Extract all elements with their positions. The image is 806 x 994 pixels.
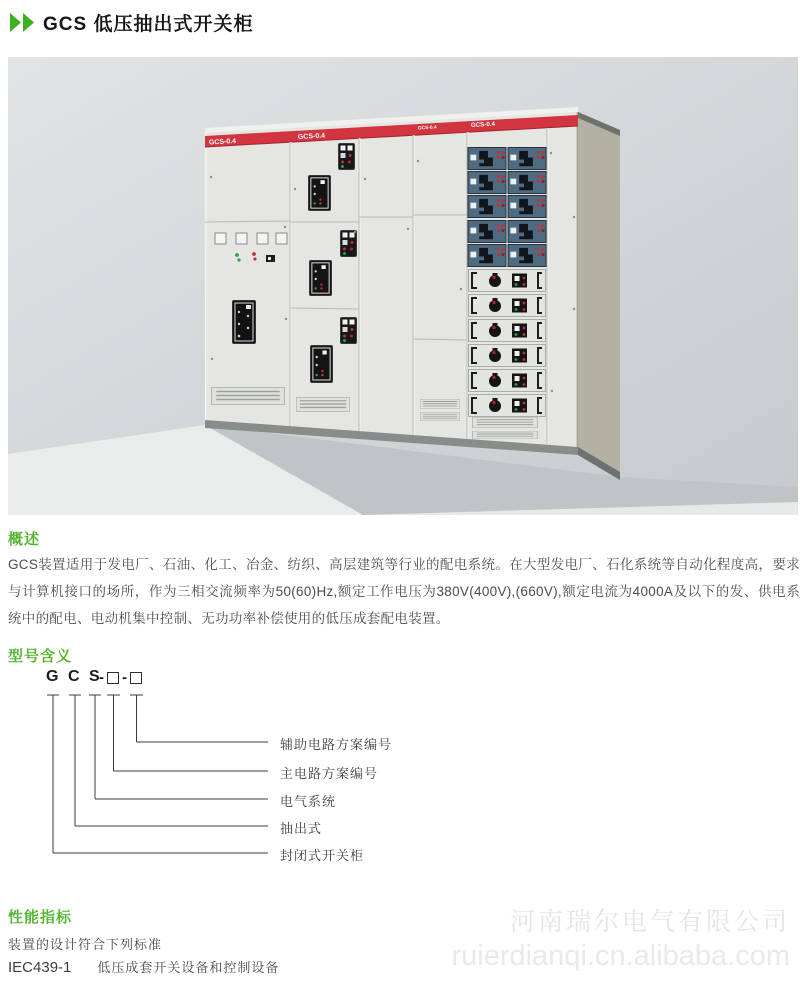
cabinet-banner-label: GCS-0.4 <box>297 132 326 141</box>
model-meaning-label-enclosed: 封闭式开关柜 <box>280 848 365 863</box>
standard-code: IEC439-1 <box>8 959 72 976</box>
page-title: GCS 低压抽出式开关柜 <box>43 14 254 35</box>
watermark-company: 河南瑞尔电气有限公司 <box>509 908 790 936</box>
double-arrow-icon <box>10 13 37 32</box>
model-meaning-heading: 型号含义 <box>8 648 73 665</box>
watermark-site: ruierdianqi.cn.alibaba.com <box>451 940 790 972</box>
model-code-letter-s: S <box>89 668 100 685</box>
cabinet-banner-label: GCS-0.4 <box>417 125 437 132</box>
model-code-box-aux <box>130 672 142 684</box>
overview-paragraph: GCS装置适用于发电厂、石油、化工、冶金、纺织、高层建筑等行业的配电系统。在大型发电厂、石化系统等自动化程度高，要求与计算机接口的场所，作为三相交流频率为50(60)Hz,额定工作电压为380V(400V),(660V),额定电流为4000A及以下的发、供电系统中的配电、电动机集中控制、无功功率补偿使用的低压成套配电装置。 <box>8 557 800 626</box>
model-code-box-main <box>107 672 119 684</box>
model-code-letter-g: G <box>46 668 59 685</box>
model-code-lines <box>40 668 470 878</box>
model-code-letter-c: C <box>68 668 80 685</box>
standards-intro: 装置的设计符合下列标准 <box>8 937 163 952</box>
cabinet-banner-label: GCS-0.4 <box>208 137 237 147</box>
performance-heading: 性能指标 <box>8 909 73 926</box>
model-meaning-label-main-circuit: 主电路方案编号 <box>280 766 379 781</box>
model-meaning-label-aux-circuit: 辅助电路方案编号 <box>280 737 393 752</box>
product-photo <box>8 57 798 515</box>
model-meaning-label-withdrawable: 抽出式 <box>280 821 323 836</box>
page-header <box>10 9 253 36</box>
cabinet-side-panel <box>578 112 620 480</box>
overview-heading: 概述 <box>8 531 41 548</box>
model-code-diagram <box>40 668 470 878</box>
standard-row <box>8 957 279 976</box>
switchgear-cabinet-illustration <box>8 57 798 515</box>
standard-name: 低压成套开关设备和控制设备 <box>97 960 280 975</box>
model-code-dash: - <box>99 669 104 686</box>
model-meaning-label-electrical: 电气系统 <box>280 794 337 809</box>
watermark <box>451 906 790 974</box>
cabinet-banner-label: GCS-0.4 <box>470 120 496 129</box>
model-code-dash: - <box>122 669 127 686</box>
